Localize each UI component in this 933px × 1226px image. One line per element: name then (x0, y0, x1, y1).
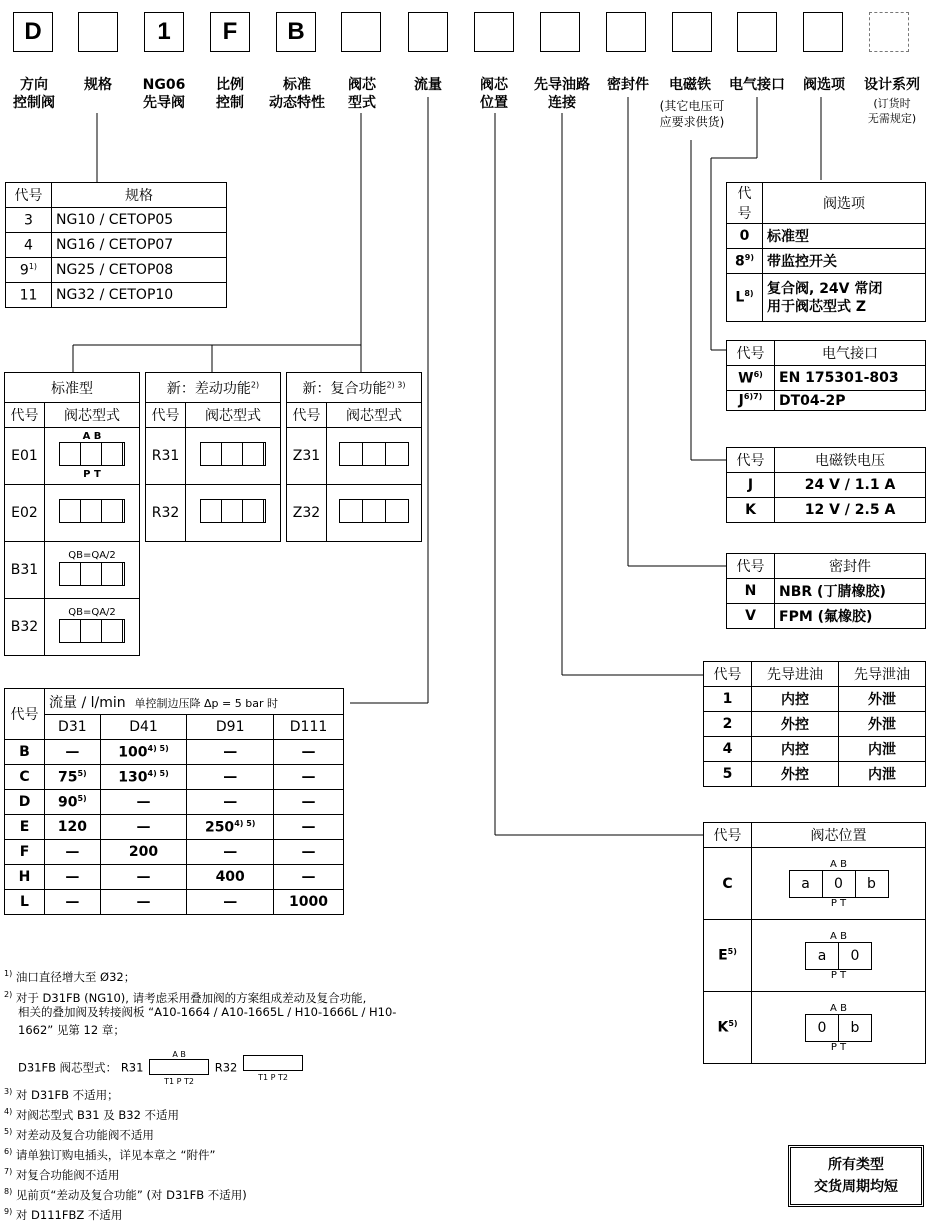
position-symbol-e: A B a 0 P T (752, 920, 926, 992)
table-row: $W^{6)}$ EN 175301-803 (727, 366, 926, 391)
header-flow: 流量 (414, 77, 442, 93)
spool-comb-table: 新：复合功能$^{2) 3)}$ 代号 阀芯型式 Z31 Z32 (286, 372, 422, 542)
connector-table: 代号 电气接口 $W^{6)}$ EN 175301-803 $J^{6)7)}$ DT04-2P (726, 340, 926, 411)
table-row: 11 NG32 / CETOP10 (6, 283, 227, 308)
footnote-8: $^{8)}$ 见前页“差动及复合功能” (对 D31FB 不适用) (4, 1187, 247, 1202)
code-box-8 (474, 12, 514, 52)
table-row: C A B a 0 b P T (704, 848, 926, 920)
table-row: Z31 (287, 428, 422, 485)
header-connector: 电气接口 (729, 77, 785, 93)
table-row: B32 QB=QA/2 (5, 599, 140, 656)
table-row: 9$^{1)}$ NG25 / CETOP08 (6, 258, 227, 283)
table-row: R32 (146, 485, 281, 542)
header-size: 规格 (84, 77, 112, 93)
spool-symbol-z31 (327, 428, 422, 485)
footnote-3: $^{3)}$ 对 D31FB 不适用； (4, 1087, 119, 1102)
table-row: 2 外控 外泄 (704, 712, 926, 737)
header-seal: 密封件 (607, 77, 649, 93)
code-box-1: D (13, 12, 53, 52)
footnote-1: $^{1)}$ 油口直径增大至 Ø32； (4, 969, 136, 984)
spool-diff-table: 新：差动功能$^{2)}$ 代号 阀芯型式 R31 R32 (145, 372, 281, 542)
footnote-spool-label: D31FB 阀芯型式： R31 A B T1 P T2 R32 T1 P T2 (18, 1050, 305, 1086)
spool-standard-table: 标准型 代号 阀芯型式 E01 A B P T E02 B31 QB=QA/2 B32 QB=QA/2 (4, 372, 140, 656)
footnote-5: $^{5)}$ 对差动及复合功能阀不适用 (4, 1127, 154, 1142)
code-box-14 (869, 12, 909, 52)
code-box-7 (408, 12, 448, 52)
footnote-2-line-3: 1662” 见第 12 章； (18, 1023, 125, 1037)
code-box-6 (341, 12, 381, 52)
table-row: V FPM (氟橡胶) (727, 604, 926, 629)
table-row: 3 NG10 / CETOP05 (6, 208, 227, 233)
spool-symbol-r32 (186, 485, 281, 542)
seal-table: 代号 密封件 N NBR (丁腈橡胶) V FPM (氟橡胶) (726, 553, 926, 629)
table-row: C 75$^{5)}$ $130^{4) 5)}$ — — (5, 765, 344, 790)
header-direction-valve: 方向 控制阀 (13, 77, 55, 111)
header-proportional: 比例 控制 (216, 77, 244, 111)
code-box-11 (672, 12, 712, 52)
table-row: 1 内控 外泄 (704, 687, 926, 712)
spool-symbol-e02 (45, 485, 140, 542)
table-row: K 12 V / 2.5 A (727, 498, 926, 523)
table-row: $E^{5)}$ A B a 0 P T (704, 920, 926, 992)
header-pilot-connection: 先导油路 连接 (534, 77, 590, 111)
code-box-10 (606, 12, 646, 52)
spool-symbol-z32 (327, 485, 422, 542)
header-solenoid: 电磁铁 (669, 77, 711, 93)
table-row: E 120 — $250^{4) 5)}$ — (5, 815, 344, 840)
footnote-6: $^{6)}$ 请单独订购电插头，详见本章之 “附件” (4, 1147, 216, 1162)
position-table: 代号 阀芯位置 C A B a 0 b P T $E^{5)}$ A B a 0 P T $K^{5)}$ A B 0 b P T (703, 822, 926, 1064)
table-row: H — — 400 — (5, 865, 344, 890)
size-table (5, 182, 227, 308)
table-row: E02 (5, 485, 140, 542)
spool-standard-title: 标准型 (5, 373, 140, 403)
header-valve-option: 阀选项 (803, 77, 845, 93)
table-row: D 90$^{5)}$ — — — (5, 790, 344, 815)
code-box-2 (78, 12, 118, 52)
footnote-9: $^{9)}$ 对 D111FBZ 不适用 (4, 1207, 123, 1222)
flow-table: 代号 流量 / l/min 单控制边压降 Δp = 5 bar 时 D31 D41 D91 D111 B — $100^{4) 5)}$ — — C 75$^{5)}$ $130^{4) 5)}$ — — D 90$^{5)}$ — — — E 120 — $250^{4) 5)}$ — F — 200 — — H — — 400 — L — — — 1000 (4, 688, 344, 915)
table-row: 8$^{9)}$ 带监控开关 (727, 249, 926, 274)
header-spool-position: 阀芯 位置 (480, 77, 508, 111)
voltage-table: 代号 电磁铁电压 J 24 V / 1.1 A K 12 V / 2.5 A (726, 447, 926, 523)
spool-symbol-e01: A B P T (45, 428, 140, 485)
code-box-4: F (210, 12, 250, 52)
col-code: 代号 (6, 183, 52, 208)
spool-comb-title: 新：复合功能$^{2) 3)}$ (287, 373, 422, 403)
code-box-12 (737, 12, 777, 52)
table-row: J 24 V / 1.1 A (727, 473, 926, 498)
code-box-5: B (276, 12, 316, 52)
table-row: 4 内控 内泄 (704, 737, 926, 762)
footnote-7: $^{7)}$ 对复合功能阀不适用 (4, 1167, 120, 1182)
table-row: L — — — 1000 (5, 890, 344, 915)
code-box-13 (803, 12, 843, 52)
header-design-series: 设计系列 (864, 77, 920, 93)
spool-symbol-b31: QB=QA/2 (45, 542, 140, 599)
table-row: $L^{8)}$ 复合阀, 24V 常闭 用于阀芯型式 Z (727, 274, 926, 322)
table-row: $J^{6)7)}$ DT04-2P (727, 391, 926, 411)
delivery-notice: 所有类型 交货周期均短 (788, 1145, 924, 1207)
table-row: N NBR (丁腈橡胶) (727, 579, 926, 604)
table-row: 4 NG16 / CETOP07 (6, 233, 227, 258)
footnote-2-line-2: 相关的叠加阀及转接阀板 “A10-1664 / A10-1665L / H10-1666L / H10- (18, 1005, 397, 1019)
table-row: B — $100^{4) 5)}$ — — (5, 740, 344, 765)
flow-title: 流量 / l/min 单控制边压降 Δp = 5 bar 时 (45, 689, 344, 715)
code-box-9 (540, 12, 580, 52)
header-solenoid-note: (其它电压可 应要求供货) (659, 99, 725, 129)
table-row: R31 (146, 428, 281, 485)
table-row: 0 标准型 (727, 224, 926, 249)
spool-diff-title: 新：差动功能$^{2)}$ (146, 373, 281, 403)
header-spool-type: 阀芯 型式 (348, 77, 376, 111)
table-row: $K^{5)}$ A B 0 b P T (704, 992, 926, 1064)
table-row: 5 外控 内泄 (704, 762, 926, 787)
header-design-series-note: (订货时 无需规定) (867, 97, 917, 125)
spool-symbol-b32: QB=QA/2 (45, 599, 140, 656)
option-table: 代号 阀选项 0 标准型 8$^{9)}$ 带监控开关 $L^{8)}$ 复合阀, 24V 常闭 用于阀芯型式 Z (726, 182, 926, 322)
footnote-4: $^{4)}$ 对阀芯型式 B31 及 B32 不适用 (4, 1107, 180, 1122)
header-pilot-valve: NG06 先导阀 (142, 77, 186, 111)
pilot-table: 代号 先导进油 先导泄油 1 内控 外泄 2 外控 外泄 4 内控 内泄 5 外控 内泄 (703, 661, 926, 787)
spool-symbol-r31 (186, 428, 281, 485)
table-row: Z32 (287, 485, 422, 542)
position-symbol-k: A B 0 b P T (752, 992, 926, 1064)
code-box-3: 1 (144, 12, 184, 52)
position-symbol-c: A B a 0 b P T (752, 848, 926, 920)
table-row: F — 200 — — (5, 840, 344, 865)
table-row: B31 QB=QA/2 (5, 542, 140, 599)
col-size: 规格 (52, 183, 227, 208)
header-dynamics: 标准 动态特性 (269, 77, 325, 111)
footnote-2: $^{2)}$ 对于 D31FB (NG10), 请考虑采用叠加阀的方案组成差动及复合功能, (4, 990, 367, 1005)
table-row: E01 A B P T (5, 428, 140, 485)
